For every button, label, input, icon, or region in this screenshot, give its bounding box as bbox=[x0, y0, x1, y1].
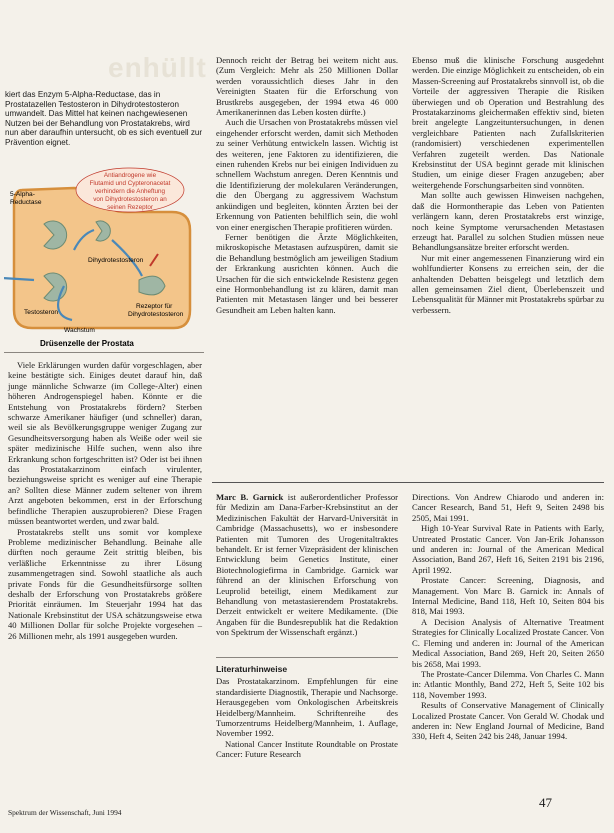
col1-paragraph: Viele Erklärungen wurden dafür vorgeschlagen, aber keine bestätigte sich. Einiges deutet darauf hin, daß junge männliche Schwarze (im College-Alter) einen höheren Androgenspiegel haben. Könnte er die Entstehung von Prostatakrebs fördern? Sterben schwarze Amerikaner häufiger (und schneller) daran, weil sie als Bevölkerungsgruppe weniger Zugang zur Gesundheitsversorgung haben als Weiße oder weil sie später medizinische Hilfe suchen, wenn also ihre Erkrankung schon fortgeschritten ist? Oder ist bei ihnen das Prostatakarzinom einfach virulenter, beziehungsweise spricht es weniger auf eine Therapie an? Sollten diese Männer zudem seltener von ihrem Arzt angeboten bekommen, erst in der Erforschung befindliche Therapien auszuprobieren? Diese Fragen müssen beantwortet werden, und zwar bald. bbox=[8, 360, 202, 527]
footer-journal: Spektrum der Wissenschaft, Juni 1994 bbox=[8, 808, 122, 817]
literature-entry: A Decision Analysis of Alternative Treatment Strategies for Clinically Localized Prostate Cancer. Von C. Fleming und anderen in: Journal of the American Medical Association, Band 269, Heft 20, Seiten 2650 bis 2658, Mai 1993. bbox=[412, 616, 604, 669]
col2-paragraph: Auch die Ursachen von Prostatakrebs müssen viel eingehender erforscht werden, damit sich Methoden zu seiner Verhütung entwickeln lassen. Wichtig ist des weiteren, jene Faktoren zu identifizieren, die einen ruhenden Krebs nur bei einigen Individuen zu schnellem Wachstum anregen. Deren Kenntnis und die Identifizierung der molekularen Veränderungen, die den Übergang zu aggressivem Wachstum ankündigen und begleiten, könnten Ärzten bei der Erkennung von Patienten behilflich sein, die wohl von einer energischen Therapie profitieren würden. bbox=[216, 117, 398, 232]
wachstum-label: Wachstum bbox=[64, 327, 95, 334]
literature-col-2 bbox=[216, 664, 398, 760]
section-rule bbox=[212, 482, 604, 483]
drug-label-2: Flutamid und Cypteronacetat bbox=[89, 180, 171, 187]
col3-paragraph: Nur mit einer angemessenen Finanzierung wird ein wohlfundierter Konsens zu erreichen sein, der die anhaltenden Debatten beisgelegt und letztlich dem allen gemeinsamen Ziel dient, Überlebenszeit und Lebensqualität für Männer mit Prostatakrebs spürbar zu verbessern. bbox=[412, 252, 604, 315]
author-bio bbox=[216, 492, 398, 638]
literature-entry: The Prostate-Cancer Dilemma. Von Charles C. Mann in: Atlantic Monthly, Band 272, Heft 5, Seite 102 bis 118, November 1993. bbox=[412, 668, 604, 700]
column-3-text bbox=[412, 55, 604, 315]
drug-label-4: von Dihydrotestosteron an bbox=[93, 196, 167, 203]
literature-entry: High 10-Year Survival Rate in Patients with Early, Untreated Prostatic Cancer. Von Jan-Erik Johansson und anderen in: Journal of the American Medical Association, Band 267, Heft 16, Seiten 2191 bis 2196, April 1992. bbox=[412, 523, 604, 575]
literature-entry: Results of Conservative Management of Clinically Localized Prostate Cancer. Von Gerald W. Chodak und anderen in: New England Journal of Medicine, Band 330, Heft 4, Seiten 242 bis 248, Januar 1994. bbox=[412, 700, 604, 742]
column-2-text bbox=[216, 55, 398, 315]
prostate-cell-diagram bbox=[4, 150, 206, 350]
page-number: 47 bbox=[539, 795, 552, 810]
figure-rule bbox=[4, 352, 204, 353]
literature-entry: Das Prostatakarzinom. Empfehlungen für eine standardisierte Diagnostik, Therapie und Nachsorge. Herausgegeben vom Onkologischen Arbeitskreis Heidelberg/Mannheim. Schriftenreihe des Tumorzentrums Heidelberg/Mannheim, 1. Auflage, November 1992. bbox=[216, 676, 398, 739]
literature-heading: Literaturhinweise bbox=[216, 664, 288, 674]
cell-title: Drüsenzelle der Prostata bbox=[40, 339, 134, 348]
testosteron-label: Testosteron bbox=[24, 309, 59, 316]
drug-label-5: seinen Rezeptor bbox=[107, 204, 153, 211]
col2-paragraph: Ferner benötigen die Ärzte Möglichkeiten, mikroskopische Metastasen aufzuspüren, damit sie die Behandlung bestmöglich am jeweiligen Stadium der Erkrankung ausrichten können. Auch die Ursachen für die sich entwickelnde Resistenz gegen eine Hormonbehandlung ist zu klären, damit man Patienten mit Metastasen länger und bei besserer Gesundheit am Leben halten kann. bbox=[216, 231, 398, 315]
literature-entry: National Cancer Institute Roundtable on Prostate Cancer: Future Research bbox=[216, 738, 398, 760]
rezeptor-label-1: Rezeptor für bbox=[136, 303, 173, 310]
rezeptor-label-2: Dihydrotestosteron bbox=[128, 311, 184, 318]
drug-label-1: Antiandrogene wie bbox=[103, 172, 157, 179]
column-1-text bbox=[8, 360, 202, 641]
enzyme-label-2: Reductase bbox=[10, 199, 42, 206]
literature-col-3 bbox=[412, 492, 604, 742]
col1-paragraph: Prostatakrebs stellt uns somit vor komplexe Probleme medizinischer Behandlung. Beinahe alle dürften noch geraume Zeit strittig bleiben, bis verläßliche Erkenntnisse zu ihrer Lösung zusammengetragen sind. Sowohl staatliche als auch private Fonds für die Gesundheitsfürsorge sollten deshalb der Erforschung von Prostatakrebs größere Priorität einräumen. Im Steuerjahr 1994 hat das Nationale Krebsinstitut der USA schätzungsweise etwa 40 Millionen Dollar für solche Projekte vorgesehen – 26 Millionen mehr, als 1991 ausgegeben wurden. bbox=[8, 526, 202, 641]
author-bio-text: ist außerordentlicher Professor für Medizin am Dana-Farber-Krebsinstitut an der Medizinischen Fakultät der Harvard-Universität in Cambridge (Massachusetts), wo er insbesondere Patienten mit Tumoren des Urogenitaltraktes behandelt. Er ist ferner Vizepräsident der klinischen Entwicklung beim Genetics Institute, einer Biotechnologiefirma in Cambridge. Garnick war führend an der klinischen Erforschung von Leuprolid beteiligt, einem Medikament zur Behandlung von metastasierendem Prostatakrebs. Derzeit entwickelt er weitere Medikamente. (Die Angaben für die Bundesrepublik hat die Redaktion von Spektrum der Wissenschaft ergänzt.) bbox=[216, 492, 398, 638]
col3-paragraph: Ebenso muß die klinische Forschung ausgedehnt werden. Die einzige Möglichkeit zu entscheiden, ob ein Massen-Screening auf Prostatakrebs sinnvoll ist, ob die Vorteile der aggressiven Therapie die Risiken überwiegen und ob Operation und Bestrahlung des Prostatakarzinoms gleichermaßen effektiv sind, bieten breit angelegte Langzeituntersuchungen, in denen vergleichbare Patienten nach Zufallskriterien (randomisiert) verschiedenen experimentellen Verfahren zugeteilt werden. Das Nationale Krebsinstitut der USA beginnt gerade mit klinischen Studien, um einige dieser Fragen anzugeben; aber weitergehende Forschungsarbeiten sind vonnöten. bbox=[412, 55, 604, 190]
literature-entry: Directions. Von Andrew Chiarodo und anderen in: Cancer Research, Band 51, Heft 9, Seiten 2498 bis 2505, Mai 1991. bbox=[412, 492, 604, 523]
receptor-shape bbox=[139, 276, 165, 295]
enzyme-label-1: 5-Alpha- bbox=[10, 191, 35, 198]
col2-paragraph: Dennoch reicht der Betrag bei weitem nicht aus. (Zum Vergleich: Mehr als 250 Millionen Dollar werden voraussichtlich dieses Jahr in den Vereinigten Staaten für die Erforschung von Brustkrebs ausgegeben, der 1994 etwa 46 000 Amerikanerinnen das Leben kosten dürfte.) bbox=[216, 55, 398, 118]
literature-rule bbox=[216, 657, 398, 658]
dht-label: Dihydrotestosteron bbox=[88, 257, 144, 264]
drug-label-3: verhindern die Anheftung bbox=[94, 188, 166, 195]
figure-caption: kiert das Enzym 5-Alpha-Reductase, das in Prostatazellen Testosteron in Dihydrotestosteron umwandelt. Das Mittel hat keinen nachgewiesenen Nutzen bei der Behandlung von Prostatakrebs, wird nun aber daraufhin untersucht, ob es sich eventuell zur Prävention eignet. bbox=[5, 90, 203, 147]
col3-paragraph: Man sollte auch gewissen Hinweisen nachgehen, daß die Hormontherapie das Leben von Patienten verlängern kann, deren Prostatakrebs erst winzige, noch keine Symptome verursachenden Metastasen erzeugt hat. Parallel zu solchen Studien müssen neue Behandlungsansätze breiter erforscht werden. bbox=[412, 190, 604, 253]
literature-entry: Prostate Cancer: Screening, Diagnosis, and Management. Von Marc B. Garnick in: Annals of Internal Medicine, Band 118, Heft 10, Seiten 804 bis 818, Mai 1993. bbox=[412, 575, 604, 617]
author-name: Marc B. Garnick bbox=[216, 492, 284, 502]
header-ghost-text: enhüllt bbox=[108, 52, 207, 83]
